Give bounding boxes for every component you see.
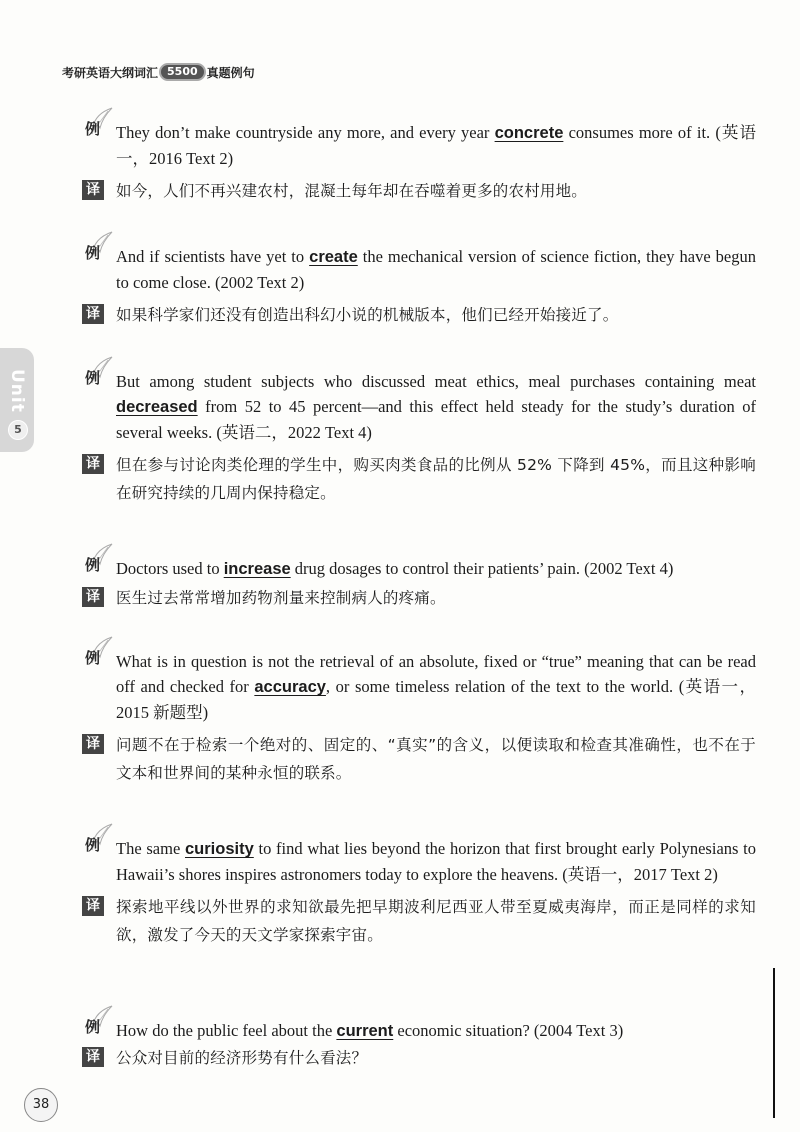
example-marker: 例 [85, 556, 101, 574]
translation-row [80, 451, 756, 507]
translation-text: 但在参与讨论肉类伦理的学生中，购买肉类食品的比例从 52% 下降到 45%，而且这种影响在研究持续的几周内保持稳定。 [116, 456, 756, 502]
example-row [80, 649, 756, 725]
quill-example-icon [80, 542, 114, 576]
example-sentence: Doctors used to increase drug dosages to control their patients’ pain. (2002 Text 4) [116, 559, 674, 578]
example-marker: 例 [85, 120, 101, 138]
example-row [80, 120, 756, 171]
example-entry-3 [80, 369, 756, 507]
quill-example-icon [80, 822, 114, 856]
example-row [80, 244, 756, 295]
example-marker: 例 [85, 244, 101, 262]
keyword: curiosity [185, 840, 254, 858]
example-entry-7 [80, 1018, 756, 1072]
translation-text: 医生过去常常增加药物剂量来控制病人的疼痛。 [116, 589, 446, 607]
example-entry-1 [80, 120, 756, 205]
translation-marker: 译 [82, 587, 104, 607]
header-title-start: 考研英语大纲词汇 [62, 65, 159, 80]
translation-row [80, 1044, 756, 1072]
keyword: increase [223, 560, 291, 578]
example-sentence: What is in question is not the retrieval of an absolute, fixed or “true” meaning that can be read off and checked for accuracy, or some timeless relation of the text to the world. (英语一，2015 新题型) [116, 652, 756, 722]
example-sentence: The same curiosity to find what lies beyond the horizon that first brought early Polynesians to Hawaii’s shores inspires astronomers today to explore the heavens. (英语一，2017 Text 2) [116, 839, 756, 884]
quill-example-icon [80, 1004, 114, 1038]
translation-text: 问题不在于检索一个绝对的、固定的、“真实”的含义，以便读取和检查其准确性，也不在于文本和世界间的某种永恒的联系。 [116, 736, 756, 782]
translation-row [80, 731, 756, 787]
quill-example-icon [80, 106, 114, 140]
keyword: current [336, 1022, 394, 1040]
translation-marker: 译 [82, 1047, 104, 1067]
header-badge: 5500 [159, 63, 206, 81]
example-entry-5 [80, 649, 756, 787]
quill-example-icon [80, 635, 114, 669]
example-entry-2 [80, 244, 756, 329]
example-row [80, 836, 756, 887]
keyword: decreased [116, 398, 198, 416]
translation-row [80, 893, 756, 949]
translation-marker: 译 [82, 734, 104, 754]
keyword: accuracy [254, 678, 326, 696]
translation-row [80, 177, 756, 205]
translation-row [80, 301, 756, 329]
example-entry-6 [80, 836, 756, 949]
quill-example-icon [80, 230, 114, 264]
example-row [80, 369, 756, 445]
quill-example-icon [80, 355, 114, 389]
example-marker: 例 [85, 836, 101, 854]
example-marker: 例 [85, 1018, 101, 1036]
example-row [80, 556, 756, 582]
unit-side-tab [0, 348, 34, 452]
example-entry-4 [80, 556, 756, 612]
example-row [80, 1018, 756, 1044]
keyword: concrete [494, 124, 564, 142]
translation-row [80, 584, 756, 612]
example-sentence: They don’t make countryside any more, and every year concrete consumes more of it. (英语一，2016 Text 2) [116, 123, 756, 168]
keyword: create [309, 248, 358, 266]
translation-text: 如今，人们不再兴建农村，混凝土每年却在吞噬着更多的农村用地。 [116, 182, 588, 200]
unit-number: 5 [8, 420, 28, 440]
unit-label: Unit [7, 369, 27, 413]
example-sentence: How do the public feel about the current economic situation? (2004 Text 3) [116, 1021, 624, 1040]
translation-text: 公众对目前的经济形势有什么看法？ [116, 1049, 368, 1067]
translation-marker: 译 [82, 180, 104, 200]
example-marker: 例 [85, 649, 101, 667]
translation-marker: 译 [82, 454, 104, 474]
translation-text: 如果科学家们还没有创造出科幻小说的机械版本，他们已经开始接近了。 [116, 306, 619, 324]
example-sentence: And if scientists have yet to create the mechanical version of science fiction, they have begun to come close. (2002 Text 2) [116, 247, 756, 292]
page-edge-line [773, 968, 775, 1118]
translation-marker: 译 [82, 896, 104, 916]
example-marker: 例 [85, 369, 101, 387]
page-number: 38 [24, 1088, 58, 1122]
running-header [62, 63, 255, 81]
example-sentence: But among student subjects who discussed meat ethics, meal purchases containing meat decreased from 52 to 45 percent—and this effect held steady for the study’s duration of several weeks. (英语二，2022 Text 4) [116, 372, 756, 442]
translation-text: 探索地平线以外世界的求知欲最先把早期波利尼西亚人带至夏威夷海岸，而正是同样的求知欲，激发了今天的天文学家探索宇宙。 [116, 898, 756, 944]
translation-marker: 译 [82, 304, 104, 324]
header-title-end: 真题例句 [206, 65, 255, 80]
